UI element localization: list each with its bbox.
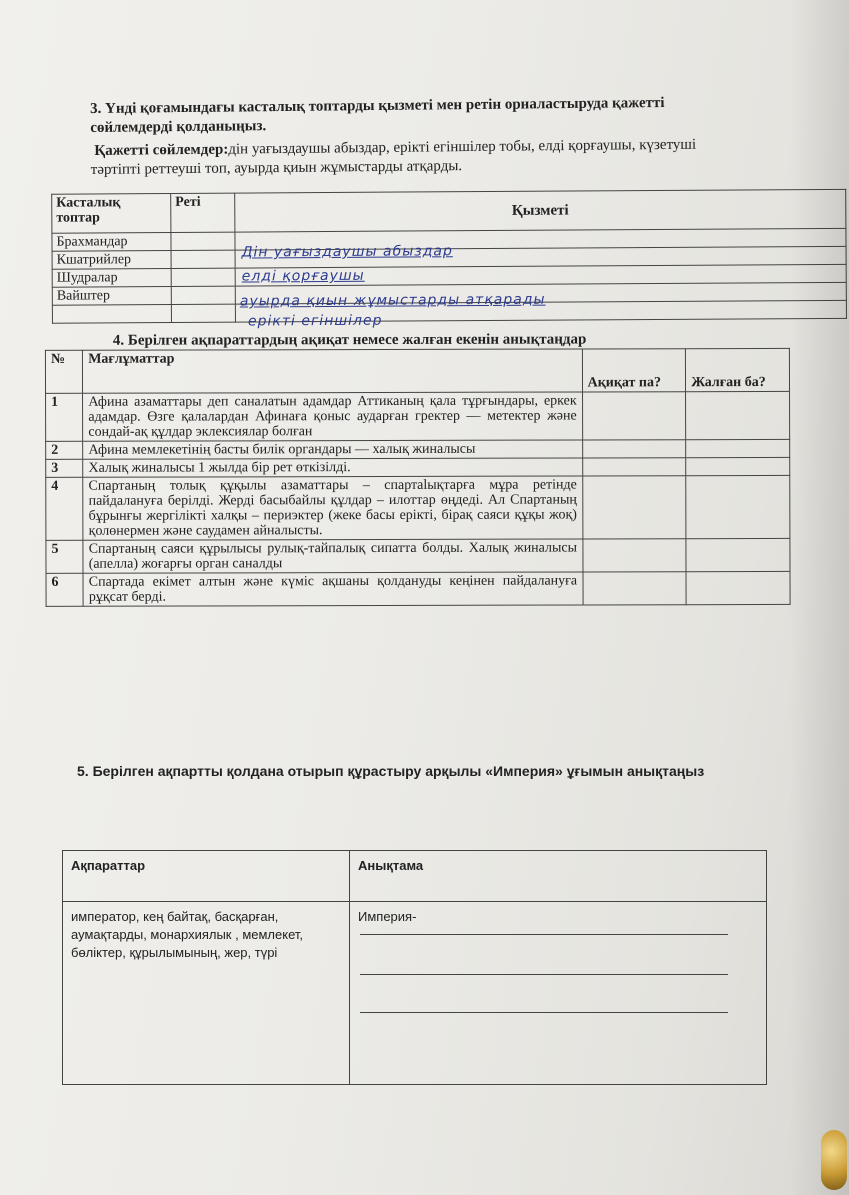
q3-sentences-line1: дін уағыздаушы абыздар, ерікті егіншілер тобы, елді қорғаушы, күзетуші: [228, 136, 697, 158]
table-row: [46, 475, 790, 540]
handwritten-answer: ерікті егіншілер: [247, 312, 383, 330]
row-text: Спартаның толық құқылы азаматтары – спартalықтарға мұра ретінде пайдалануға берілді. Жерді басыбайлы құлдар – илоттар өңдеді. Ал Спартаның бұрынғы жергілікті халқы – периэктер (жеке басы ерікті, бірақ саяси құқы жоқ) қолөнермен және саудамен айналысты.: [83, 476, 583, 540]
false-answer-cell[interactable]: [686, 538, 790, 571]
header-function: Қызметі: [235, 189, 846, 232]
false-answer-cell[interactable]: [686, 571, 790, 604]
false-answer-cell[interactable]: [686, 439, 790, 457]
row-text: Спартада екімет алтын және күміс ақшаны қолдануды кеңінен пайдалануға рұқсат берді.: [83, 572, 582, 606]
row-num: 4: [46, 477, 83, 540]
q3-sentences-label: Қажетті сөйлемдер:: [94, 141, 229, 159]
q4-title: 4. Берілген ақпараттардың ақиқат немесе жалған екенін анықтаңдар: [112, 331, 587, 349]
table-row: [46, 571, 790, 606]
false-answer-cell[interactable]: [686, 457, 790, 475]
header-num: №: [45, 350, 82, 393]
handwritten-answer: елді қорғаушы: [241, 267, 365, 285]
true-answer-cell[interactable]: [582, 476, 686, 539]
q5-title: 5. Берілген ақпартты қолдана отырып құрастыру арқылы «Империя» ұғымын анықтаңыз: [77, 763, 705, 779]
table-row: [46, 391, 790, 441]
true-answer-cell[interactable]: [582, 458, 686, 476]
header-info: Мағлұматтар: [83, 349, 582, 393]
table-row: [63, 902, 767, 1085]
handwritten-answer: Дін уағыздаушы абыздар: [241, 243, 453, 261]
definition-table-header: [63, 851, 767, 902]
row-text: Афина азаматтары деп саналатын адамдар Аттиканың қала тұрғындары, еркек адамдар. Өзге қалалардан Афинаға қоныс аударған гректер — метектер және сондай-ақ құлдар эклексиялар болған: [83, 392, 582, 441]
header-true: Ақиқат па?: [582, 349, 686, 392]
tf-table-header: [45, 348, 789, 393]
row-num: 5: [46, 540, 83, 573]
false-answer-cell[interactable]: [686, 391, 790, 439]
row-num: 6: [46, 573, 83, 606]
header-rank: Реті: [171, 193, 235, 232]
header-definition: Анықтама: [350, 851, 767, 902]
q3-sentences-line2: тәртіпті реттеуші топ, ауырда қиын жұмыстарды атқарды.: [90, 158, 463, 178]
true-answer-cell[interactable]: [582, 440, 686, 458]
definition-answer-cell[interactable]: [350, 902, 767, 1085]
answer-line[interactable]: [360, 1012, 728, 1013]
binder-ring-icon: [821, 1130, 847, 1190]
caste-name: Шудралар: [52, 268, 171, 287]
header-information: Ақпараттар: [63, 851, 350, 902]
true-answer-cell[interactable]: [582, 392, 686, 440]
table-row: [46, 439, 790, 459]
header-caste-groups: Касталық топтар: [52, 193, 171, 233]
row-text: Халық жиналысы 1 жылда бір рет өткізілді.: [83, 458, 582, 477]
q3-title-line1: 3. Үнді қоғамындағы касталық топтарды қызметі мен ретін орналастыруда қажетті: [90, 94, 665, 117]
caste-name: Вайштер: [52, 286, 171, 305]
row-num: 1: [46, 393, 83, 441]
answer-line[interactable]: [360, 974, 728, 975]
true-answer-cell[interactable]: [583, 539, 687, 572]
row-text: Спартаның саяси құрылысы рулық-тайпалық сипатта болды. Халық жиналысы (апелла) жоғарғы орган саналды: [83, 539, 582, 573]
caste-name: Кшатрийлер: [52, 250, 171, 269]
row-text: Афина мемлекетінің басты билік органдары — халық жиналысы: [83, 440, 582, 459]
answer-line[interactable]: [360, 934, 728, 935]
caste-name: Брахмандар: [52, 232, 171, 251]
row-num: 2: [46, 441, 83, 459]
true-false-table: [45, 348, 791, 607]
table-row: [46, 457, 790, 477]
row-num: 3: [46, 459, 83, 477]
empire-definition-table: [62, 850, 767, 1085]
page-edge-shadow: [789, 0, 849, 1195]
table-row: [46, 538, 790, 573]
handwritten-answer: ауырда қиын жұмыстарды атқарады: [239, 291, 546, 310]
true-answer-cell[interactable]: [583, 572, 687, 605]
header-false: Жалған ба?: [686, 348, 790, 391]
q3-title-line2: сөйлемдерді қолданыңыз.: [90, 118, 267, 136]
false-answer-cell[interactable]: [686, 475, 790, 538]
definition-start: Империя-: [358, 909, 417, 924]
information-words: император, кең байтақ, басқарған, аумақтарды, монархиялык , мемлекет, бөліктер, құрылымының, жер, түрі: [63, 902, 350, 1085]
